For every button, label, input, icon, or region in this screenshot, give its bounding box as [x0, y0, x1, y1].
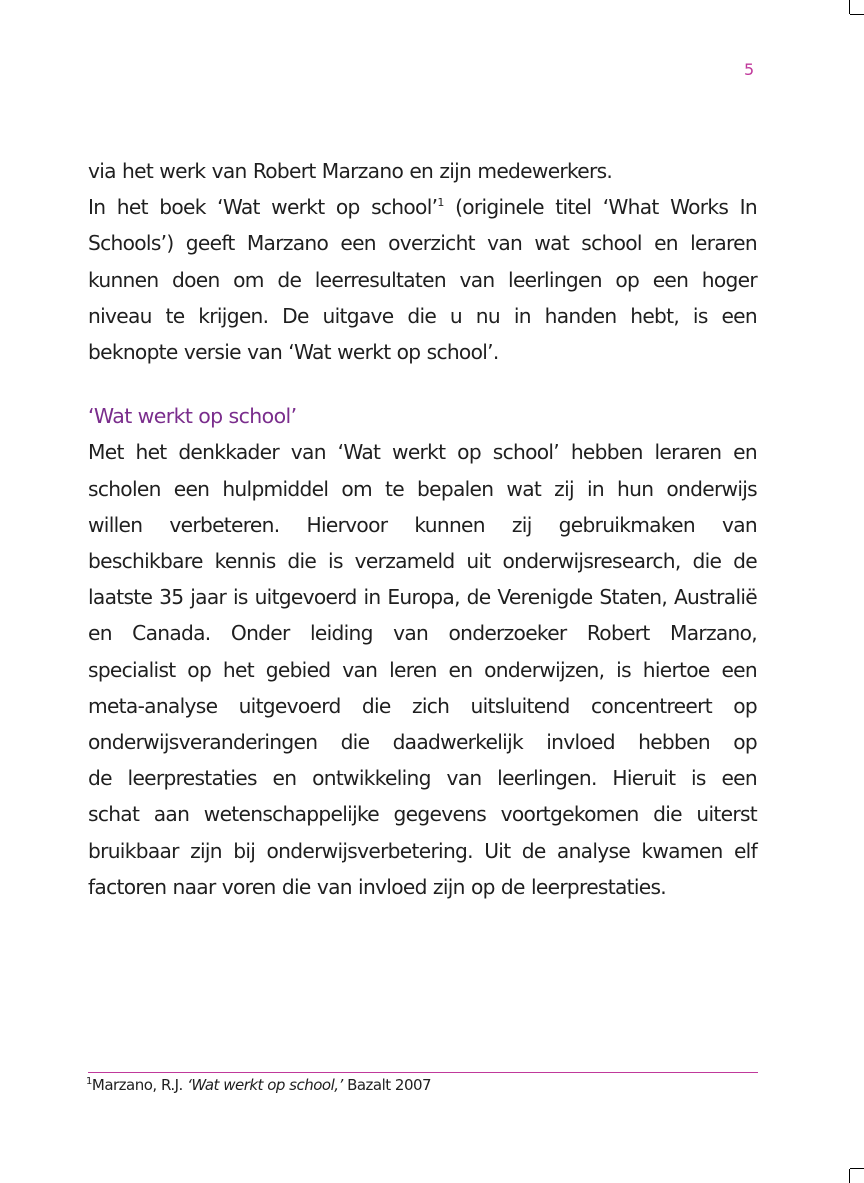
- paragraph-line: scholen een hulpmiddel om te bepalen wat zij in hun onderwijs: [88, 476, 757, 501]
- paragraph-line: beknopte versie van ‘Wat werkt op school’.: [88, 340, 499, 365]
- paragraph-line: Schools’) geeft Marzano een overzicht van wat school en leraren: [88, 231, 757, 256]
- paragraph-line: laatste 35 jaar is uitgevoerd in Europa, de Verenigde Staten, Australië: [88, 585, 757, 610]
- paragraph-line: niveau te krijgen. De uitgave die u nu in handen hebt, is een: [88, 303, 757, 328]
- paragraph-framework: [88, 434, 757, 905]
- page-number: 5: [744, 60, 755, 79]
- paragraph-book: [88, 189, 757, 370]
- text-fragment: In het boek ‘Wat werkt op school’: [88, 195, 438, 220]
- paragraph-line: en Canada. Onder leiding van onderzoeker Robert Marzano,: [88, 621, 757, 646]
- footnote-title: ‘Wat werkt op school,’: [187, 1076, 343, 1094]
- crop-mark-top-horizontal: [850, 14, 864, 15]
- footnote-reference: 1: [437, 196, 444, 210]
- paragraph-line: bruikbaar zijn bij onderwijsverbetering. Uit de analyse kwamen elf: [88, 838, 757, 863]
- footnote: [86, 1076, 431, 1094]
- footnote-publisher: Bazalt 2007: [342, 1076, 432, 1094]
- paragraph-line: beschikbare kennis die is verzameld uit onderwijsresearch, die de: [88, 549, 757, 574]
- paragraph-line: kunnen doen om de leerresultaten van leerlingen op een hoger: [88, 267, 757, 292]
- paragraph-intro: [88, 153, 757, 189]
- crop-mark-bottom-horizontal: [850, 1168, 864, 1169]
- paragraph-line: [88, 189, 757, 225]
- crop-mark-top: [849, 0, 850, 14]
- section-heading: ‘Wat werkt op school’: [88, 404, 297, 429]
- paragraph-line: specialist op het gebied van leren en onderwijzen, is hiertoe een: [88, 657, 757, 682]
- footnote-author: Marzano, R.J.: [91, 1076, 188, 1094]
- paragraph-line: willen verbeteren. Hiervoor kunnen zij gebruikmaken van: [88, 512, 757, 537]
- text-fragment: (originele titel ‘What Works In: [443, 195, 757, 220]
- paragraph-line: via het werk van Robert Marzano en zijn medewerkers.: [88, 159, 613, 183]
- paragraph-line: schat aan wetenschappelijke gegevens voortgekomen die uiterst: [88, 802, 757, 827]
- page-body: [88, 153, 757, 905]
- paragraph-line: Met het denkkader van ‘Wat werkt op school’ hebben leraren en: [88, 440, 757, 465]
- paragraph-line: meta-analyse uitgevoerd die zich uitsluitend concentreert op: [88, 693, 757, 718]
- footnote-divider: [88, 1072, 758, 1073]
- paragraph-line: onderwijsveranderingen die daadwerkelijk invloed hebben op: [88, 730, 757, 755]
- crop-mark-bottom: [849, 1169, 850, 1183]
- paragraph-line: factoren naar voren die van invloed zijn op de leerprestaties.: [88, 874, 667, 899]
- paragraph-line: de leerprestaties en ontwikkeling van leerlingen. Hieruit is een: [88, 766, 757, 791]
- footnote-number: 1: [86, 1076, 92, 1087]
